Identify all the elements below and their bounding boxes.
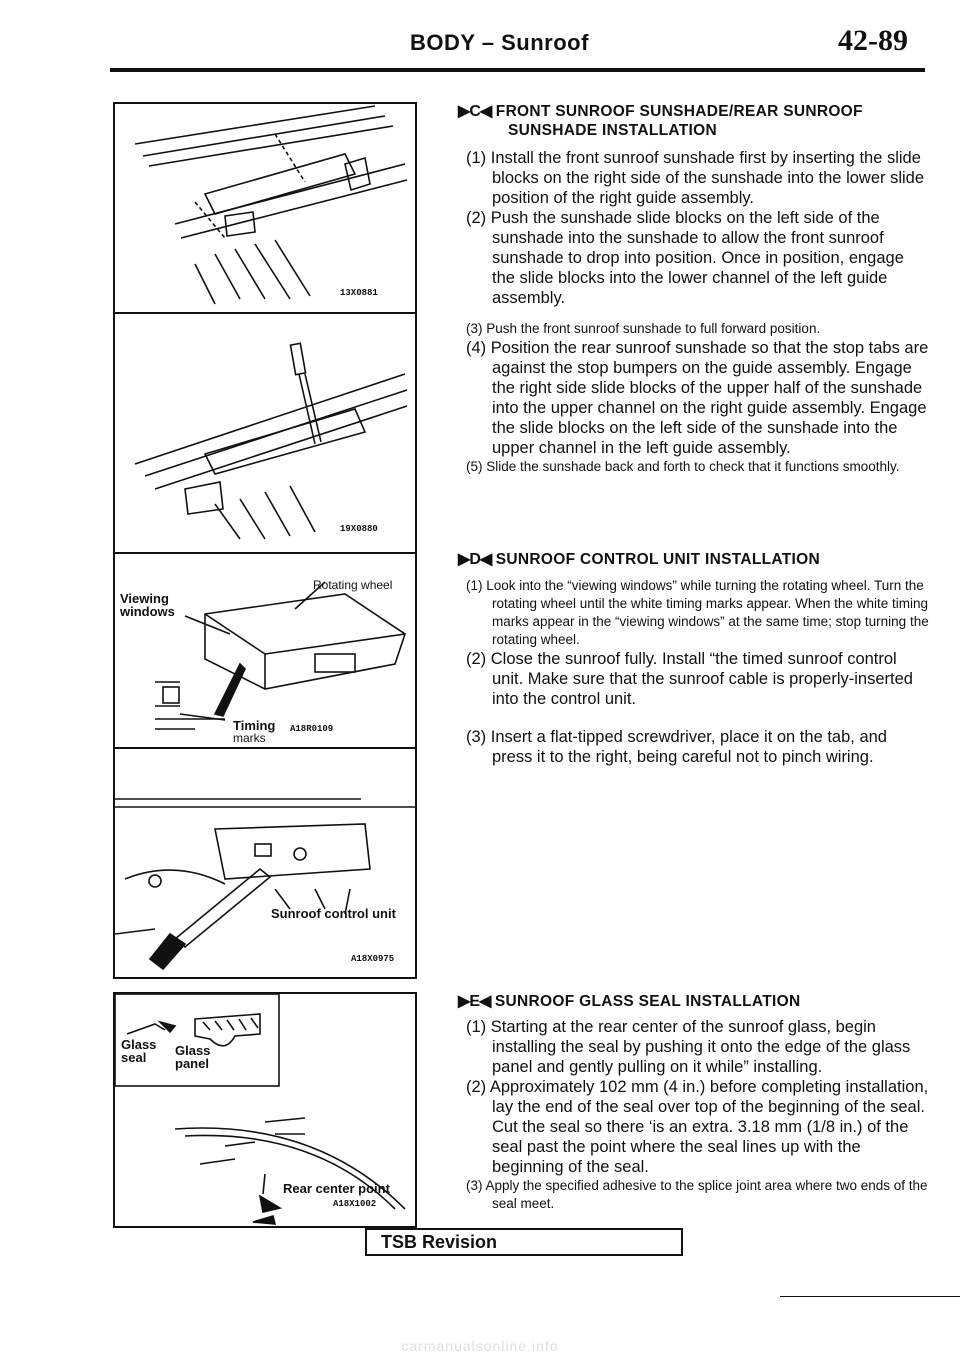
step-text: (3) Apply the specified adhesive to the splice joint area where two ends of the seal meet. — [466, 1178, 928, 1211]
section-sunshade-installation — [440, 102, 930, 476]
step-text: (1) Starting at the rear center of the sunroof glass, begin installing the seal by pushing it onto the edge of the glass panel and gently pulling on it while” installing. — [466, 1018, 911, 1076]
glass-seal-label: Glass seal — [121, 1037, 157, 1065]
figure-glass-seal — [113, 992, 417, 1228]
figure-sunshade-screwdriver — [113, 312, 417, 556]
step-text: (1) Install the front sunroof sunshade first by inserting the slide blocks on the right side of the sunshade into the lower slide position of the right guide assembly. — [466, 149, 925, 207]
step-text: (1) Look into the “viewing windows” while turning the rotating wheel. Turn the rotating wheel until the white timing marks appear. When the white timing marks appear in the “viewing windows” at the same time; stop turning the rotating wheel. — [466, 578, 929, 647]
rotating-wheel-label: Rotating wheel — [313, 578, 393, 592]
rear-center-point-label: Rear center point — [283, 1181, 390, 1196]
step-text: (4) Position the rear sunroof sunshade so that the stop tabs are against the stop bumpers on the guide assembly. Engage the right side slide blocks of the upper half of the sunshade into the upper channel on the right guide assembly. Engage the slide blocks on the left side of the sunshade into the upper channel in the left guide assembly. — [466, 339, 929, 457]
tsb-revision-box: TSB Revision — [365, 1228, 683, 1256]
watermark: carmanualsonline.info — [401, 1338, 559, 1354]
step-text: (2) Approximately 102 mm (4 in.) before completing installation, lay the end of the seal over top of the beginning of the seal. Cut the seal so there ‘is an extra. 3.18 mm (1/8 in.) of the seal past the point where the seal lines up with the beginning of the seal. — [466, 1078, 929, 1176]
figure-code: 13X0881 — [340, 288, 378, 298]
marks-label: marks — [233, 731, 266, 745]
section-glass-seal-installation — [440, 992, 930, 1213]
page-header-title: BODY – Sunroof — [410, 30, 589, 55]
figure-control-unit-removal — [113, 747, 417, 979]
header-rule — [110, 68, 925, 72]
step-text: (2) Push the sunshade slide blocks on the left side of the sunshade into the sunshade to allow the front sunroof sunshade to drop into position. Once in position, engage the slide blocks into the lower channel of the left guide assembly. — [466, 209, 904, 307]
marker-arrows-icon: ▶E◀ — [458, 993, 491, 1010]
step-text: (3) Insert a flat-tipped screwdriver, place it on the tab, and press it to the right, being careful not to pinch wiring. — [466, 728, 887, 766]
timing-label: Timing — [233, 718, 276, 733]
marker-arrows-icon: ▶C◀ — [458, 103, 492, 120]
figure-control-unit-timing — [113, 552, 417, 751]
section-heading: ▶E◀ SUNROOF GLASS SEAL INSTALLATION — [458, 993, 801, 1010]
marker-arrows-icon: ▶D◀ — [458, 551, 492, 568]
figure-code: A18R0109 — [290, 724, 334, 734]
section-heading: ▶D◀ SUNROOF CONTROL UNIT INSTALLATION — [458, 551, 820, 568]
figure-code: A18X0975 — [351, 954, 395, 964]
page-number: 42-89 — [838, 24, 908, 57]
viewing-windows-label: Viewing windows — [120, 591, 175, 619]
sunshade-guide-illustration — [115, 104, 415, 314]
control-unit-removal-illustration — [115, 749, 415, 977]
step-text: (3) Push the front sunroof sunshade to full forward position. — [466, 321, 821, 336]
figure-code: 19X0880 — [340, 524, 378, 534]
step-text: (2) Close the sunroof fully. Install “the timed sunroof control unit. Make sure that the sunroof cable is properly-inserted into the control unit. — [466, 650, 913, 708]
glass-panel-label: Glass panel — [175, 1043, 211, 1071]
sunshade-screwdriver-illustration — [115, 314, 415, 554]
step-text: (5) Slide the sunshade back and forth to check that it functions smoothly. — [466, 459, 900, 474]
figure-sunshade-guide — [113, 102, 417, 316]
section-heading: ▶C◀ FRONT SUNROOF SUNSHADE/REAR SUNROOF SUNSHADE INSTALLATION — [458, 103, 863, 139]
section-control-unit-installation — [440, 550, 930, 767]
figure-code: A18X1002 — [333, 1199, 377, 1209]
footer-rule — [780, 1296, 960, 1297]
sunroof-control-unit-label: Sunroof control unit — [271, 906, 396, 921]
